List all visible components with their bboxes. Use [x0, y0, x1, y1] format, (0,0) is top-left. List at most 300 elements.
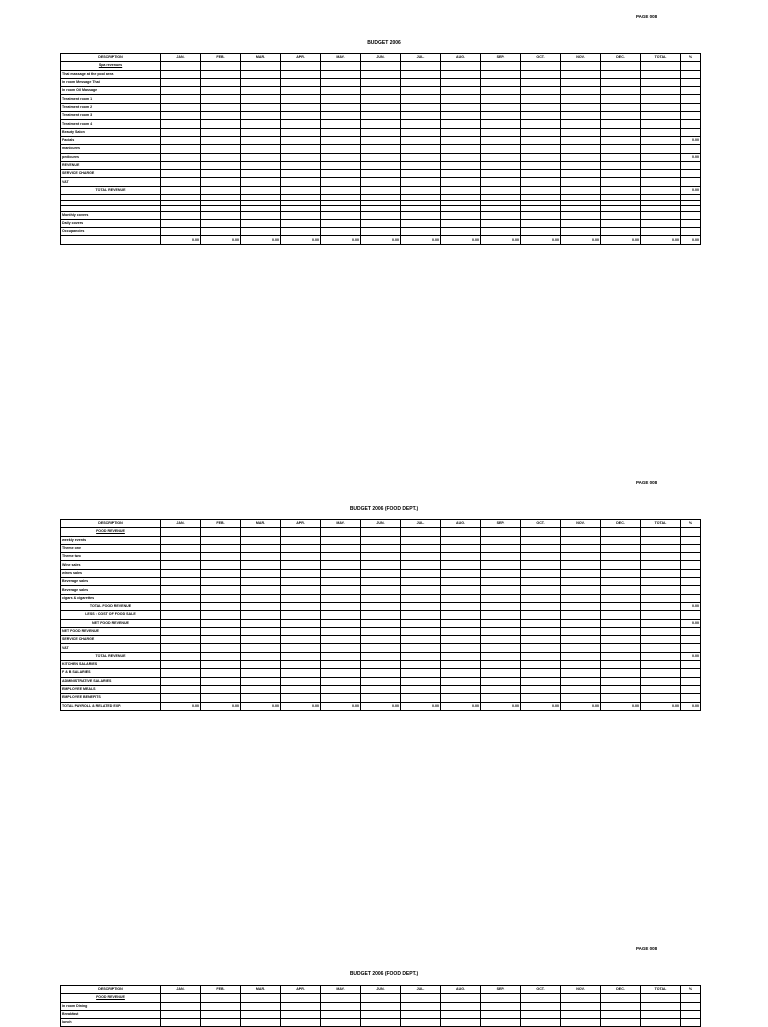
value-cell: [281, 694, 321, 702]
value-cell: [361, 78, 401, 86]
value-cell: [161, 602, 201, 610]
value-cell: [561, 211, 601, 219]
percent-cell: [681, 62, 701, 70]
value-cell: [281, 1019, 321, 1027]
value-cell: [401, 677, 441, 685]
value-cell: [641, 627, 681, 635]
value-cell: [481, 578, 521, 586]
value-cell: [401, 1019, 441, 1027]
value-cell: [641, 561, 681, 569]
value-cell: [601, 153, 641, 161]
value-cell: [161, 694, 201, 702]
value-cell: [441, 544, 481, 552]
value-cell: [201, 553, 241, 561]
percent-cell: [681, 553, 701, 561]
value-cell: [401, 528, 441, 536]
row-label: Thai massage at the pool area: [61, 70, 161, 78]
value-cell: [161, 1010, 201, 1018]
value-cell: [561, 636, 601, 644]
table-row: [61, 62, 701, 70]
value-cell: [401, 553, 441, 561]
value-cell: [241, 677, 281, 685]
percent-cell: 0.00: [681, 136, 701, 144]
row-label: weekly events: [61, 536, 161, 544]
value-cell: [281, 1010, 321, 1018]
value-cell: [481, 120, 521, 128]
column-header: MAR.: [241, 54, 281, 62]
percent-cell: [681, 611, 701, 619]
value-cell: [321, 153, 361, 161]
value-cell: [161, 120, 201, 128]
value-cell: [441, 652, 481, 660]
table-row: [61, 652, 701, 660]
value-cell: [201, 602, 241, 610]
value-cell: [601, 211, 641, 219]
value-cell: [201, 136, 241, 144]
row-label: ADMINISTRATIVE SALARIES: [61, 677, 161, 685]
value-cell: [161, 652, 201, 660]
percent-cell: [681, 70, 701, 78]
column-header: FEB.: [201, 986, 241, 994]
value-cell: [281, 994, 321, 1002]
value-cell: [481, 103, 521, 111]
value-cell: [641, 136, 681, 144]
value-cell: [281, 644, 321, 652]
value-cell: 0.00: [241, 236, 281, 244]
value-cell: [281, 70, 321, 78]
value-cell: [601, 578, 641, 586]
value-cell: [401, 669, 441, 677]
value-cell: [521, 62, 561, 70]
value-cell: [481, 1019, 521, 1027]
value-cell: [441, 78, 481, 86]
value-cell: [201, 145, 241, 153]
value-cell: [601, 161, 641, 169]
row-label: Beverage sales: [61, 578, 161, 586]
value-cell: [361, 586, 401, 594]
value-cell: [361, 669, 401, 677]
table-row: [61, 161, 701, 169]
row-label: Monthly covers: [61, 211, 161, 219]
column-header: %: [681, 986, 701, 994]
value-cell: [241, 78, 281, 86]
value-cell: [201, 103, 241, 111]
value-cell: [321, 87, 361, 95]
value-cell: [281, 669, 321, 677]
value-cell: [561, 994, 601, 1002]
value-cell: [521, 661, 561, 669]
value-cell: [561, 228, 601, 236]
value-cell: [481, 528, 521, 536]
row-label: FOOD REVENUE: [61, 994, 161, 1002]
value-cell: [441, 62, 481, 70]
value-cell: [241, 228, 281, 236]
value-cell: [281, 219, 321, 227]
value-cell: [401, 636, 441, 644]
value-cell: [161, 161, 201, 169]
value-cell: 0.00: [161, 702, 201, 710]
value-cell: [361, 103, 401, 111]
value-cell: [481, 170, 521, 178]
value-cell: [401, 569, 441, 577]
value-cell: [601, 561, 641, 569]
value-cell: [521, 120, 561, 128]
value-cell: [521, 578, 561, 586]
value-cell: [361, 644, 401, 652]
column-header: AUG.: [441, 520, 481, 528]
row-label: Facials: [61, 136, 161, 144]
value-cell: [201, 228, 241, 236]
value-cell: [401, 136, 441, 144]
row-label: In room Oil Massage: [61, 87, 161, 95]
value-cell: [161, 186, 201, 194]
value-cell: [201, 661, 241, 669]
row-label: Occupancies: [61, 228, 161, 236]
value-cell: [401, 161, 441, 169]
value-cell: [241, 120, 281, 128]
table-row: [61, 578, 701, 586]
value-cell: [241, 186, 281, 194]
value-cell: [521, 161, 561, 169]
percent-cell: [681, 161, 701, 169]
percent-cell: [681, 544, 701, 552]
column-header: NOV.: [561, 986, 601, 994]
value-cell: [441, 569, 481, 577]
value-cell: [161, 611, 201, 619]
value-cell: [561, 669, 601, 677]
value-cell: [201, 594, 241, 602]
value-cell: 0.00: [481, 702, 521, 710]
value-cell: [521, 178, 561, 186]
section-title: BUDGET 2006: [367, 40, 401, 46]
value-cell: [161, 619, 201, 627]
value-cell: [401, 211, 441, 219]
value-cell: [281, 594, 321, 602]
value-cell: [161, 661, 201, 669]
column-header: JAN.: [161, 520, 201, 528]
value-cell: [241, 178, 281, 186]
value-cell: [241, 602, 281, 610]
value-cell: [241, 219, 281, 227]
value-cell: [281, 145, 321, 153]
value-cell: [441, 219, 481, 227]
table-row: [61, 702, 701, 710]
value-cell: [321, 594, 361, 602]
value-cell: [561, 553, 601, 561]
column-header: APR.: [281, 520, 321, 528]
value-cell: [281, 120, 321, 128]
value-cell: [601, 62, 641, 70]
row-label: Daily covers: [61, 219, 161, 227]
column-header: JUN.: [361, 520, 401, 528]
value-cell: [201, 561, 241, 569]
percent-cell: [681, 661, 701, 669]
value-cell: 0.00: [641, 236, 681, 244]
value-cell: [361, 594, 401, 602]
value-cell: [281, 685, 321, 693]
percent-cell: [681, 578, 701, 586]
table-row: [61, 95, 701, 103]
value-cell: [441, 553, 481, 561]
value-cell: [521, 103, 561, 111]
value-cell: [561, 528, 601, 536]
value-cell: [361, 677, 401, 685]
value-cell: [481, 677, 521, 685]
value-cell: [241, 636, 281, 644]
value-cell: [441, 1019, 481, 1027]
value-cell: [321, 569, 361, 577]
value-cell: [641, 219, 681, 227]
percent-cell: 0.00: [681, 186, 701, 194]
row-label: EMPLOYEE BENEFITS: [61, 694, 161, 702]
row-label: pedicures: [61, 153, 161, 161]
row-label: In room Dining: [61, 1002, 161, 1010]
table-row: [61, 594, 701, 602]
value-cell: [521, 536, 561, 544]
value-cell: [281, 611, 321, 619]
value-cell: 0.00: [561, 702, 601, 710]
value-cell: [561, 685, 601, 693]
value-cell: [441, 528, 481, 536]
header-row: [61, 986, 701, 994]
percent-cell: [681, 561, 701, 569]
value-cell: [441, 153, 481, 161]
value-cell: [361, 619, 401, 627]
value-cell: [361, 1010, 401, 1018]
value-cell: [481, 78, 521, 86]
row-label: TOTAL PAYROLL & RELATED EXP.: [61, 702, 161, 710]
value-cell: [241, 95, 281, 103]
value-cell: [361, 95, 401, 103]
value-cell: [601, 1010, 641, 1018]
value-cell: [481, 136, 521, 144]
value-cell: [201, 1010, 241, 1018]
table-row: [61, 78, 701, 86]
value-cell: [401, 186, 441, 194]
value-cell: [321, 561, 361, 569]
value-cell: [641, 128, 681, 136]
value-cell: [641, 669, 681, 677]
percent-cell: 0.00: [681, 602, 701, 610]
value-cell: [321, 1010, 361, 1018]
value-cell: [201, 569, 241, 577]
value-cell: [161, 569, 201, 577]
table-row: [61, 694, 701, 702]
value-cell: [401, 1010, 441, 1018]
column-header: DESCRIPTION: [61, 520, 161, 528]
value-cell: [481, 178, 521, 186]
value-cell: [641, 161, 681, 169]
value-cell: [401, 1002, 441, 1010]
value-cell: [161, 578, 201, 586]
value-cell: [281, 78, 321, 86]
value-cell: [401, 586, 441, 594]
value-cell: [161, 78, 201, 86]
percent-cell: [681, 1002, 701, 1010]
table-row: [61, 186, 701, 194]
value-cell: [241, 136, 281, 144]
value-cell: [441, 120, 481, 128]
row-label: Treatment room 2: [61, 103, 161, 111]
value-cell: [401, 78, 441, 86]
value-cell: [241, 669, 281, 677]
value-cell: [161, 677, 201, 685]
value-cell: [361, 994, 401, 1002]
table-row: [61, 70, 701, 78]
value-cell: [521, 561, 561, 569]
value-cell: [241, 594, 281, 602]
value-cell: [201, 87, 241, 95]
value-cell: [321, 994, 361, 1002]
value-cell: [201, 120, 241, 128]
row-label: Treatment room 1: [61, 95, 161, 103]
value-cell: [521, 611, 561, 619]
value-cell: [201, 186, 241, 194]
value-cell: [561, 178, 601, 186]
value-cell: [401, 178, 441, 186]
value-cell: [321, 95, 361, 103]
row-label: lunch: [61, 1019, 161, 1027]
value-cell: [641, 994, 681, 1002]
value-cell: [561, 611, 601, 619]
value-cell: [161, 994, 201, 1002]
column-header: AUG.: [441, 986, 481, 994]
row-label: cigars & cigarettes: [61, 594, 161, 602]
value-cell: 0.00: [601, 702, 641, 710]
value-cell: [201, 611, 241, 619]
value-cell: [401, 602, 441, 610]
value-cell: [321, 652, 361, 660]
value-cell: 0.00: [401, 236, 441, 244]
value-cell: [641, 95, 681, 103]
value-cell: [161, 528, 201, 536]
value-cell: [401, 661, 441, 669]
value-cell: [521, 1002, 561, 1010]
value-cell: [241, 652, 281, 660]
value-cell: [401, 694, 441, 702]
section-title: BUDGET 2006 (FOOD DEPT.): [349, 506, 419, 512]
column-header: TOTAL: [641, 986, 681, 994]
value-cell: [201, 1019, 241, 1027]
value-cell: [361, 611, 401, 619]
value-cell: [281, 153, 321, 161]
value-cell: [361, 228, 401, 236]
value-cell: [361, 120, 401, 128]
value-cell: [281, 211, 321, 219]
value-cell: [441, 1002, 481, 1010]
value-cell: [561, 644, 601, 652]
column-header: MAY.: [321, 54, 361, 62]
value-cell: [561, 136, 601, 144]
column-header: DEC.: [601, 54, 641, 62]
value-cell: [201, 578, 241, 586]
table-row: [61, 211, 701, 219]
column-header: OCT.: [521, 986, 561, 994]
row-label: manicures: [61, 145, 161, 153]
value-cell: [201, 544, 241, 552]
value-cell: [561, 219, 601, 227]
row-label: TOTAL REVENUE: [61, 652, 161, 660]
value-cell: [401, 219, 441, 227]
row-label: Beverage sales: [61, 586, 161, 594]
value-cell: [601, 528, 641, 536]
percent-cell: [681, 685, 701, 693]
value-cell: [241, 211, 281, 219]
value-cell: [561, 1002, 601, 1010]
value-cell: [641, 78, 681, 86]
value-cell: [641, 103, 681, 111]
value-cell: [161, 594, 201, 602]
value-cell: [481, 644, 521, 652]
value-cell: [361, 145, 401, 153]
value-cell: [281, 627, 321, 635]
table-row: [61, 569, 701, 577]
value-cell: [441, 561, 481, 569]
value-cell: [241, 128, 281, 136]
value-cell: [481, 611, 521, 619]
value-cell: [521, 652, 561, 660]
value-cell: [201, 627, 241, 635]
table-row: [61, 120, 701, 128]
value-cell: [601, 619, 641, 627]
value-cell: [561, 1019, 601, 1027]
value-cell: [241, 87, 281, 95]
column-header: TOTAL: [641, 54, 681, 62]
column-header: JUN.: [361, 986, 401, 994]
column-header: %: [681, 54, 701, 62]
value-cell: [601, 219, 641, 227]
percent-cell: [681, 636, 701, 644]
section-title: BUDGET 2006 (FOOD DEPT.): [349, 971, 419, 977]
value-cell: [401, 561, 441, 569]
value-cell: [161, 1002, 201, 1010]
value-cell: [241, 161, 281, 169]
value-cell: [441, 87, 481, 95]
value-cell: [281, 602, 321, 610]
row-label: Beauty Salon: [61, 128, 161, 136]
value-cell: [601, 70, 641, 78]
value-cell: [521, 619, 561, 627]
percent-cell: 0.00: [681, 702, 701, 710]
value-cell: [481, 602, 521, 610]
row-label: TOTAL FOOD REVENUE: [61, 602, 161, 610]
value-cell: [601, 694, 641, 702]
value-cell: [361, 161, 401, 169]
value-cell: [601, 112, 641, 120]
value-cell: [441, 578, 481, 586]
column-header: MAY.: [321, 986, 361, 994]
value-cell: [321, 602, 361, 610]
table-row: [61, 178, 701, 186]
value-cell: [401, 103, 441, 111]
value-cell: [241, 1010, 281, 1018]
value-cell: [521, 594, 561, 602]
value-cell: [641, 685, 681, 693]
value-cell: [161, 627, 201, 635]
value-cell: 0.00: [441, 702, 481, 710]
value-cell: [601, 544, 641, 552]
value-cell: [241, 619, 281, 627]
value-cell: [401, 594, 441, 602]
row-label: REVENUE: [61, 161, 161, 169]
value-cell: [481, 594, 521, 602]
column-header: JAN.: [161, 54, 201, 62]
value-cell: [361, 112, 401, 120]
value-cell: [401, 611, 441, 619]
value-cell: [321, 677, 361, 685]
value-cell: [321, 128, 361, 136]
value-cell: [561, 95, 601, 103]
